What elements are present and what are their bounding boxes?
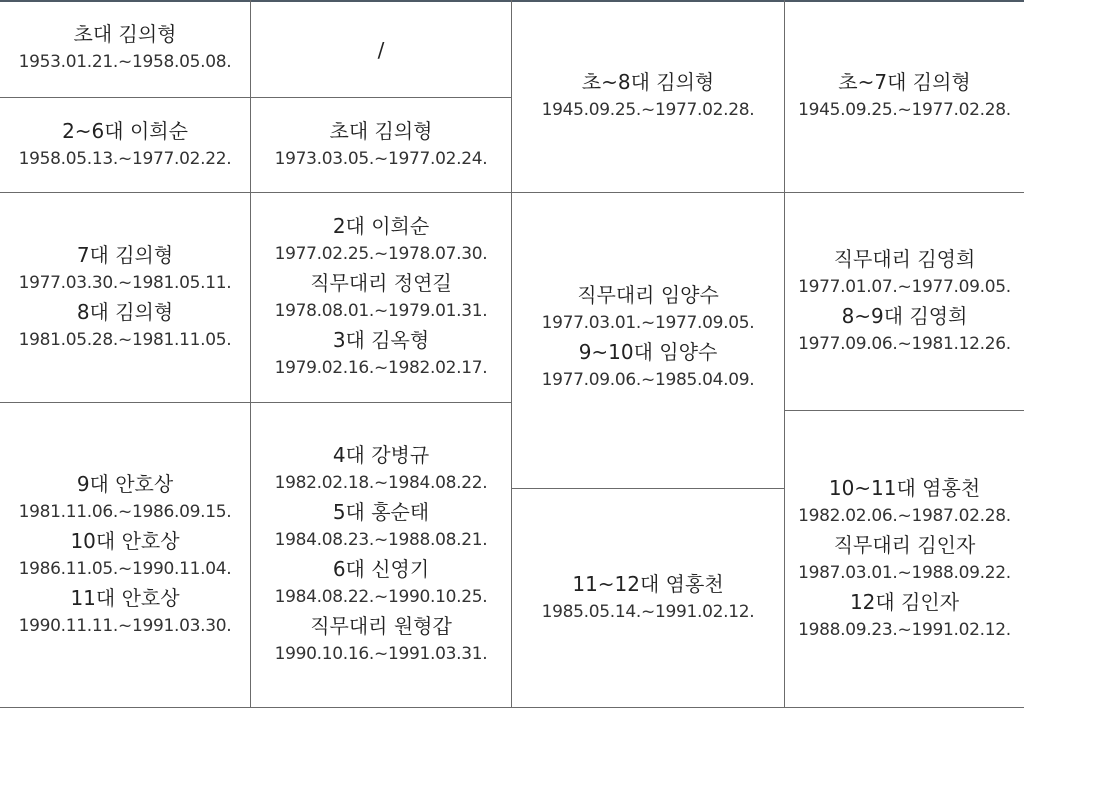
term-title: 12대 김인자	[849, 589, 960, 614]
term-title: 9대 안호상	[76, 471, 174, 496]
term-period: 1977.09.06.~1985.04.09.	[541, 370, 755, 390]
term-title: 7대 김의형	[76, 242, 174, 267]
term-title: 2대 이희순	[332, 214, 430, 238]
term-period: 1984.08.22.~1990.10.25.	[274, 587, 488, 607]
term-period: 1973.03.05.~1977.02.24.	[274, 148, 488, 169]
term-title: 6대 신영기	[332, 557, 430, 581]
term-title: 직무대리 임양수	[577, 283, 719, 307]
table-cell	[0, 403, 250, 707]
term-title: 직무대리 김영희	[833, 246, 976, 271]
table-cell	[512, 193, 784, 488]
term-period: 1990.10.16.~1991.03.31.	[274, 644, 488, 664]
term-period: 1987.03.01.~1988.09.22.	[798, 562, 1011, 583]
table-cell	[251, 193, 511, 402]
table-cell	[785, 0, 1024, 192]
term-period: 1985.05.14.~1991.02.12.	[541, 601, 755, 622]
table-cell	[251, 403, 511, 707]
term-period: 1977.09.06.~1981.12.26.	[798, 333, 1011, 354]
term-period: 1982.02.18.~1984.08.22.	[274, 473, 488, 493]
table-cell	[785, 411, 1024, 707]
term-period: 1979.02.16.~1982.02.17.	[274, 358, 488, 378]
table-cell	[512, 489, 784, 707]
term-title: 직무대리 김인자	[833, 532, 976, 557]
term-period: 1958.05.13.~1977.02.22.	[18, 148, 232, 169]
term-title: 9~10대 임양수	[578, 340, 718, 364]
term-title: 8대 김의형	[76, 299, 174, 324]
term-title: 초대 김의형	[73, 22, 177, 46]
term-period: 1945.09.25.~1977.02.28.	[541, 99, 755, 120]
term-period: 1977.03.01.~1977.09.05.	[541, 313, 755, 333]
term-title: 직무대리 정연길	[310, 271, 452, 295]
term-period: 1990.11.11.~1991.03.30.	[18, 615, 232, 636]
term-period: 1977.03.30.~1981.05.11.	[18, 272, 232, 293]
term-title: 10대 안호상	[70, 528, 180, 553]
term-period: 1988.09.23.~1991.02.12.	[798, 619, 1011, 640]
table-cell	[785, 193, 1024, 410]
table-cell	[251, 0, 511, 97]
term-period: 1978.08.01.~1979.01.31.	[274, 301, 488, 321]
term-period: 1945.09.25.~1977.02.28.	[798, 99, 1011, 120]
table-cell	[0, 0, 250, 97]
term-title: 11대 안호상	[70, 585, 180, 610]
term-title: 10~11대 염홍천	[828, 475, 981, 500]
term-title: 8~9대 김영희	[841, 303, 968, 328]
term-period: 1977.01.07.~1977.09.05.	[798, 276, 1011, 297]
table-cell	[0, 98, 250, 192]
term-period: 1984.08.23.~1988.08.21.	[274, 530, 488, 550]
term-title: 초~8대 김의형	[581, 69, 715, 94]
term-period: 1986.11.05.~1990.11.04.	[18, 558, 232, 579]
term-period: 1977.02.25.~1978.07.30.	[274, 244, 488, 264]
term-period: 1981.11.06.~1986.09.15.	[18, 501, 232, 522]
term-period: 1982.02.06.~1987.02.28.	[798, 505, 1011, 526]
term-title: 4대 강병규	[332, 443, 430, 467]
term-title: 11~12대 염홍천	[572, 571, 724, 596]
term-title: /	[377, 38, 385, 62]
term-title: 초~7대 김의형	[838, 69, 971, 94]
table-cell	[0, 193, 250, 402]
table-cell	[512, 0, 784, 192]
term-title: 초대 김의형	[329, 118, 433, 143]
table-cell	[251, 98, 511, 192]
term-period: 1981.05.28.~1981.11.05.	[18, 329, 232, 350]
term-title: 3대 김옥형	[332, 328, 430, 352]
term-title: 직무대리 원형갑	[310, 614, 452, 638]
table-bottom-border	[0, 707, 1024, 708]
term-period: 1953.01.21.~1958.05.08.	[18, 52, 232, 72]
term-title: 5대 홍순태	[332, 500, 430, 524]
term-title: 2~6대 이희순	[62, 118, 188, 143]
